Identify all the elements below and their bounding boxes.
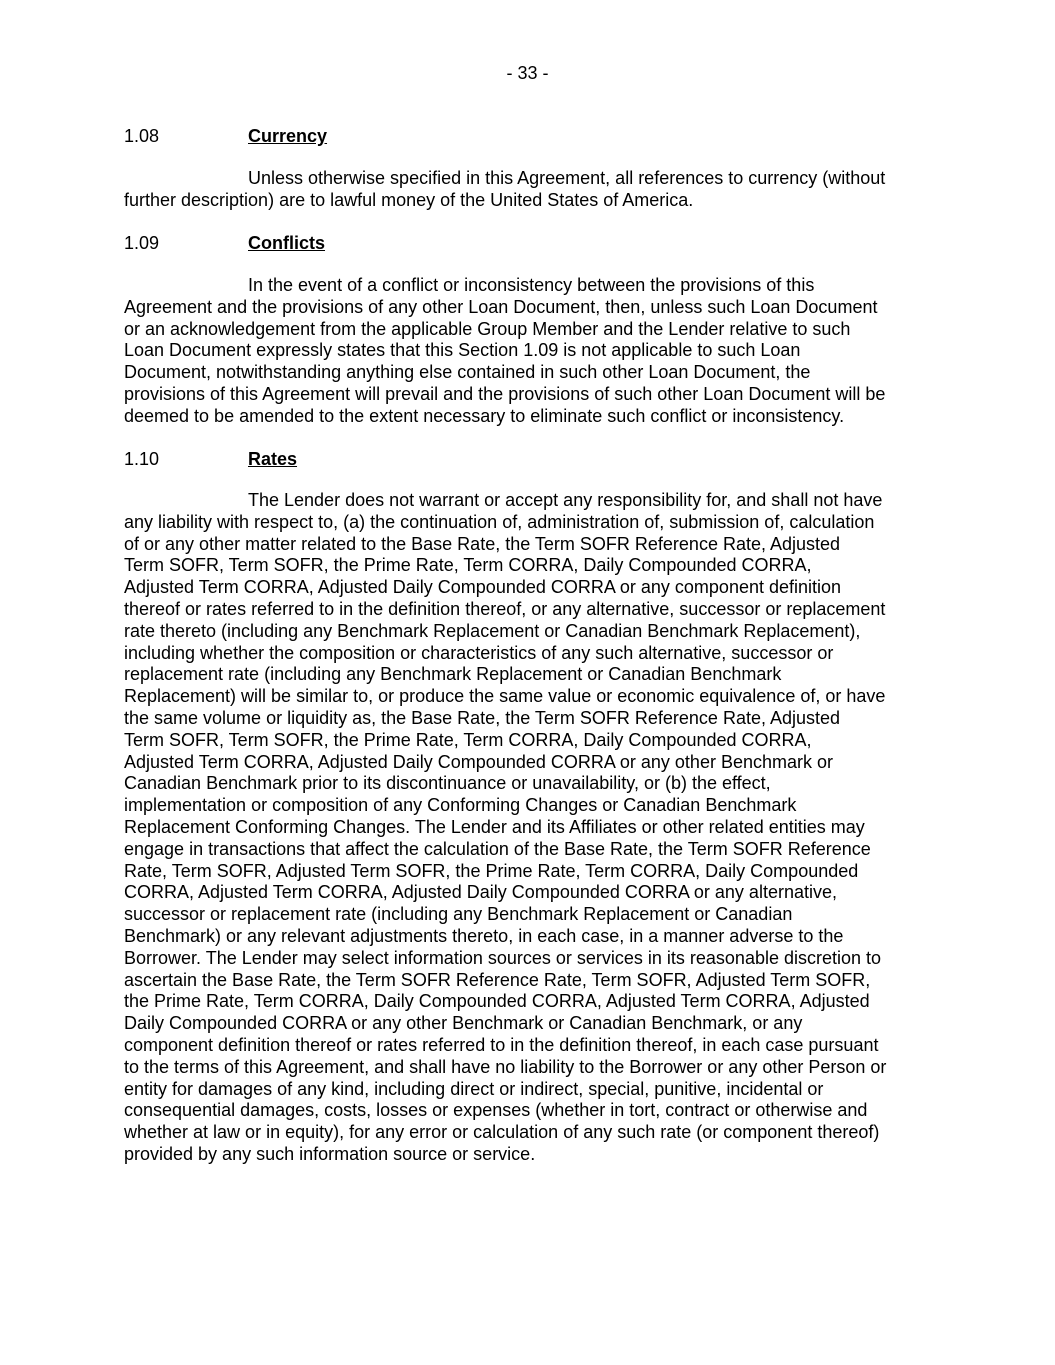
section-title: Rates <box>248 449 298 469</box>
paragraph-line: deemed to be amended to the extent necessary to eliminate such conflict or inconsistency. <box>124 405 845 426</box>
paragraph-line: Borrower. The Lender may select information sources or services in its reasonable discretion to <box>124 947 882 968</box>
paragraph-currency <box>124 168 934 212</box>
paragraph-line: successor or replacement rate (including any Benchmark Replacement or Canadian <box>124 904 793 925</box>
paragraph-line: any liability with respect to, (a) the continuation of, administration of, submission of, calculation <box>124 511 875 532</box>
paragraph-line: CORRA, Adjusted Term CORRA, Adjusted Daily Compounded CORRA or any alternative, <box>124 882 837 903</box>
paragraph-line: Replacement) will be similar to, or produce the same value or economic equivalence of, or have <box>124 686 886 707</box>
paragraph-line: thereof or rates referred to in the definition thereof, or any alternative, successor or replacement <box>124 598 886 619</box>
paragraph-line: Rate, Term SOFR, Adjusted Term SOFR, the Prime Rate, Term CORRA, Daily Compounded <box>124 860 859 881</box>
section-number: 1.10 <box>124 449 160 469</box>
paragraph-line: engage in transactions that affect the calculation of the Base Rate, the Term SOFR Reference <box>124 838 871 859</box>
paragraph-line: Replacement Conforming Changes. The Lender and its Affiliates or other related entities may <box>124 816 865 837</box>
paragraph-line: provided by any such information source or service. <box>124 1143 536 1164</box>
paragraph-line: Term SOFR, Term SOFR, the Prime Rate, Term CORRA, Daily Compounded CORRA, <box>124 729 812 750</box>
paragraph-line: Agreement and the provisions of any other Loan Document, then, unless such Loan Document <box>124 296 878 317</box>
paragraph-line: provisions of this Agreement will prevail and the provisions of such other Loan Document will be <box>124 383 886 404</box>
section-heading-conflicts <box>124 232 325 254</box>
paragraph-line: entity for damages of any kind, including direct or indirect, special, punitive, incidental or <box>124 1078 824 1099</box>
paragraph-line: The Lender does not warrant or accept any responsibility for, and shall not have <box>248 490 883 510</box>
paragraph-line: Daily Compounded CORRA or any other Benchmark or Canadian Benchmark, or any <box>124 1013 803 1034</box>
section-heading-currency <box>124 125 327 147</box>
paragraph-line: Adjusted Term CORRA, Adjusted Daily Compounded CORRA or any other Benchmark or <box>124 751 833 772</box>
section-number: 1.08 <box>124 126 160 146</box>
paragraph-line: replacement rate (including any Benchmark Replacement or Canadian Benchmark <box>124 664 782 685</box>
paragraph-line: Loan Document expressly states that this Section 1.09 is not applicable to such Loan <box>124 340 801 361</box>
paragraph-conflicts <box>124 275 934 428</box>
paragraph-line: to the terms of this Agreement, and shall have no liability to the Borrower or any other Person or <box>124 1056 887 1077</box>
paragraph-line: including whether the composition or characteristics of any such alternative, successor or <box>124 642 834 663</box>
paragraph-line: Unless otherwise specified in this Agreement, all references to currency (without <box>248 168 886 188</box>
paragraph-line: further description) are to lawful money of the United States of America. <box>124 189 694 210</box>
paragraph-line: whether at law or in equity), for any error or calculation of any such rate (or component thereof) <box>124 1122 880 1143</box>
paragraph-line: Canadian Benchmark prior to its discontinuance or unavailability, or (b) the effect, <box>124 773 771 794</box>
paragraph-line: component definition thereof or rates referred to in the definition thereof, in each case pursuant <box>124 1034 879 1055</box>
section-title: Currency <box>248 126 328 146</box>
section-number: 1.09 <box>124 233 160 253</box>
paragraph-line: of or any other matter related to the Base Rate, the Term SOFR Reference Rate, Adjusted <box>124 533 841 554</box>
paragraph-line: the same volume or liquidity as, the Base Rate, the Term SOFR Reference Rate, Adjusted <box>124 707 841 728</box>
paragraph-line: Adjusted Term CORRA, Adjusted Daily Compounded CORRA or any component definition <box>124 577 842 598</box>
paragraph-rates <box>124 490 934 1166</box>
paragraph-line: rate thereto (including any Benchmark Replacement or Canadian Benchmark Replacement), <box>124 620 861 641</box>
paragraph-line: implementation or composition of any Conforming Changes or Canadian Benchmark <box>124 795 797 816</box>
paragraph-line: ascertain the Base Rate, the Term SOFR Reference Rate, Term SOFR, Adjusted Term SOFR, <box>124 969 871 990</box>
paragraph-line: consequential damages, costs, losses or expenses (whether in tort, contract or otherwise and <box>124 1100 868 1121</box>
paragraph-line: Term SOFR, Term SOFR, the Prime Rate, Term CORRA, Daily Compounded CORRA, <box>124 555 812 576</box>
paragraph-line: or an acknowledgement from the applicable Group Member and the Lender relative to such <box>124 318 851 339</box>
section-heading-rates <box>124 448 297 470</box>
page-number: - 33 - <box>506 63 549 83</box>
section-title: Conflicts <box>248 233 326 253</box>
paragraph-line: the Prime Rate, Term CORRA, Daily Compounded CORRA, Adjusted Term CORRA, Adjusted <box>124 991 870 1012</box>
paragraph-line: Document, notwithstanding anything else contained in such other Loan Document, the <box>124 362 811 383</box>
paragraph-line: In the event of a conflict or inconsistency between the provisions of this <box>248 275 815 295</box>
paragraph-line: Benchmark) or any relevant adjustments thereto, in each case, in a manner adverse to the <box>124 925 844 946</box>
